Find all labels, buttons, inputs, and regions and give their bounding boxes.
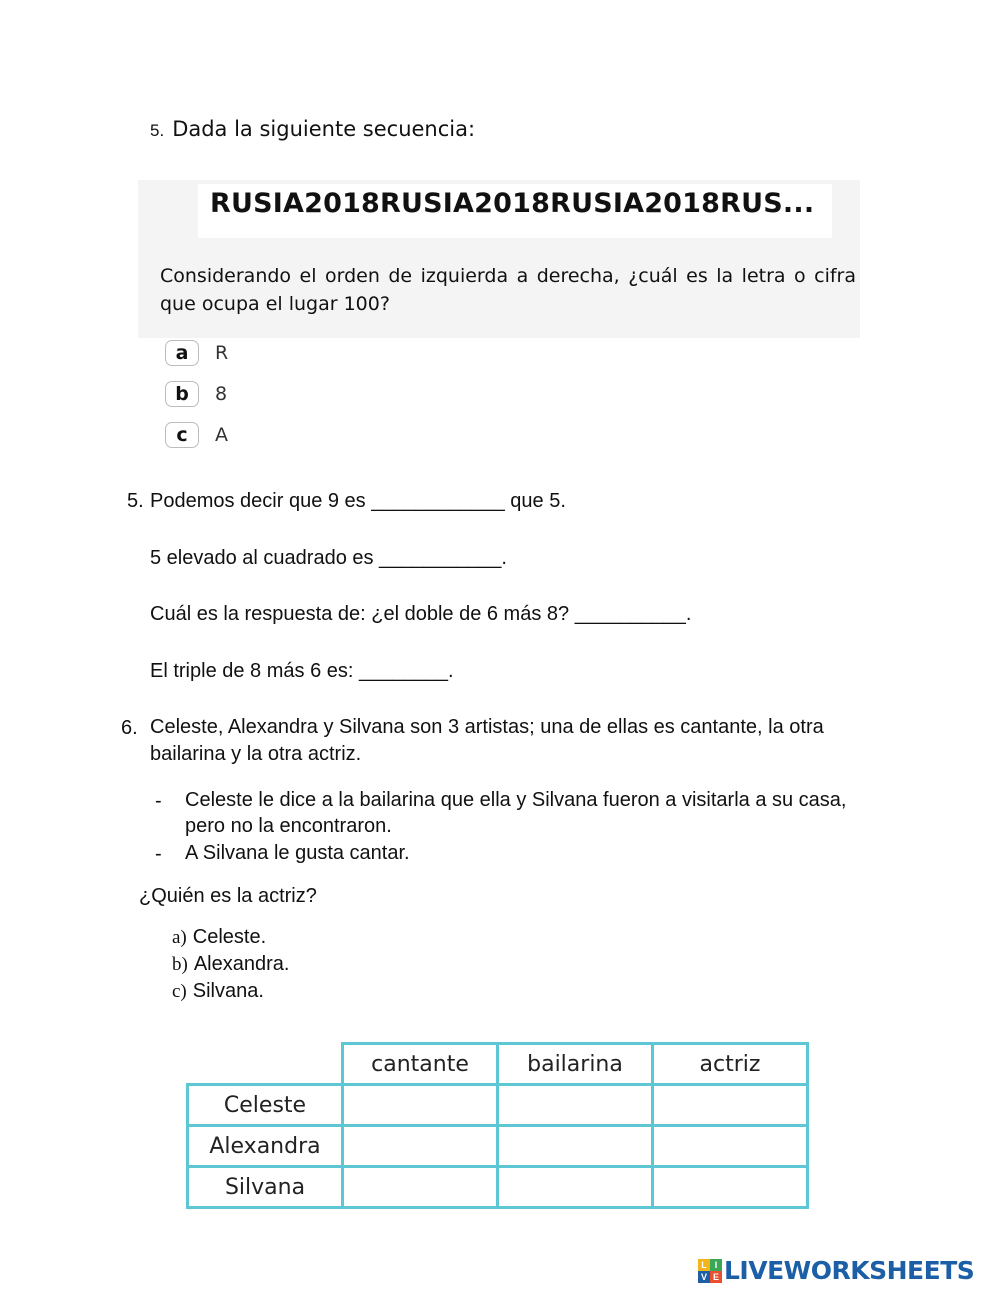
choice-letter: a) (172, 927, 187, 948)
q5-title-text: Dada la siguiente secuencia: (172, 117, 476, 141)
question-text: Considerando el orden de izquierda a derecha, ¿cuál es la letra o cifra que ocupa el lugar 100? (160, 265, 856, 315)
row-header: Celeste (188, 1085, 343, 1126)
choice-text: Silvana. (192, 980, 264, 1002)
option-value: R (215, 342, 229, 364)
clue-dash: - (155, 790, 162, 812)
q5b-line-2[interactable]: 5 elevado al cuadrado es ___________. (150, 547, 507, 569)
logo-mark-letter: E (710, 1271, 722, 1283)
choice-a[interactable] (172, 926, 266, 949)
logo-mark-letter: V (698, 1271, 710, 1283)
table-cell[interactable] (343, 1085, 498, 1126)
choice-b[interactable] (172, 953, 289, 976)
option-badge[interactable]: b (165, 381, 199, 407)
sequence-text: RUSIA2018RUSIA2018RUSIA2018RUS... (210, 188, 815, 219)
clue-dash: - (155, 843, 162, 865)
row-header: Silvana (188, 1167, 343, 1208)
row-header: Alexandra (188, 1126, 343, 1167)
q5b-line-1[interactable]: Podemos decir que 9 es ____________ que 5. (150, 490, 566, 512)
table-cell[interactable] (343, 1167, 498, 1208)
option-c[interactable] (165, 421, 228, 449)
clue-2: A Silvana le gusta cantar. (185, 842, 410, 864)
q6-question: ¿Quién es la actriz? (139, 885, 317, 907)
logic-table (186, 1042, 809, 1209)
q6-intro: Celeste, Alexandra y Silvana son 3 artistas; una de ellas es cantante, la otra bailarina y la otra actriz. (150, 716, 824, 765)
q5-title (150, 116, 475, 142)
column-header: bailarina (498, 1044, 653, 1085)
table-cell[interactable] (653, 1085, 808, 1126)
logo-mark-letter: L (698, 1259, 710, 1271)
table-cell[interactable] (498, 1085, 653, 1126)
option-badge[interactable]: a (165, 340, 199, 366)
q5b-line-3[interactable]: Cuál es la respuesta de: ¿el doble de 6 más 8? __________. (150, 603, 692, 625)
option-badge[interactable]: c (165, 422, 199, 448)
logo-mark-letter: I (710, 1259, 722, 1271)
option-value: 8 (215, 383, 228, 405)
table-cell[interactable] (498, 1167, 653, 1208)
option-value: A (215, 424, 228, 446)
choice-text: Celeste. (192, 926, 267, 948)
q5-number: 5. (150, 121, 165, 140)
table-cell[interactable] (343, 1126, 498, 1167)
logo-text: LIVEWORKSHEETS (724, 1256, 975, 1285)
q5b-number: 5. (127, 490, 144, 512)
table-cell[interactable] (498, 1126, 653, 1167)
table-cell[interactable] (653, 1167, 808, 1208)
option-b[interactable] (165, 380, 227, 408)
liveworksheets-logo (698, 1256, 974, 1285)
column-header: cantante (343, 1044, 498, 1085)
choice-letter: b) (172, 954, 188, 975)
table-corner (188, 1044, 343, 1085)
logo-mark-icon (698, 1259, 722, 1283)
choice-c[interactable] (172, 980, 264, 1003)
column-header: actriz (653, 1044, 808, 1085)
q5b-line-4[interactable]: El triple de 8 más 6 es: ________. (150, 660, 454, 682)
choice-text: Alexandra. (193, 953, 290, 975)
option-a[interactable] (165, 339, 228, 367)
choice-letter: c) (172, 981, 187, 1002)
q6-number: 6. (121, 717, 138, 739)
table-cell[interactable] (653, 1126, 808, 1167)
clue-1: Celeste le dice a la bailarina que ella y Silvana fueron a visitarla a su casa, pero no la encontraron. (185, 789, 847, 837)
